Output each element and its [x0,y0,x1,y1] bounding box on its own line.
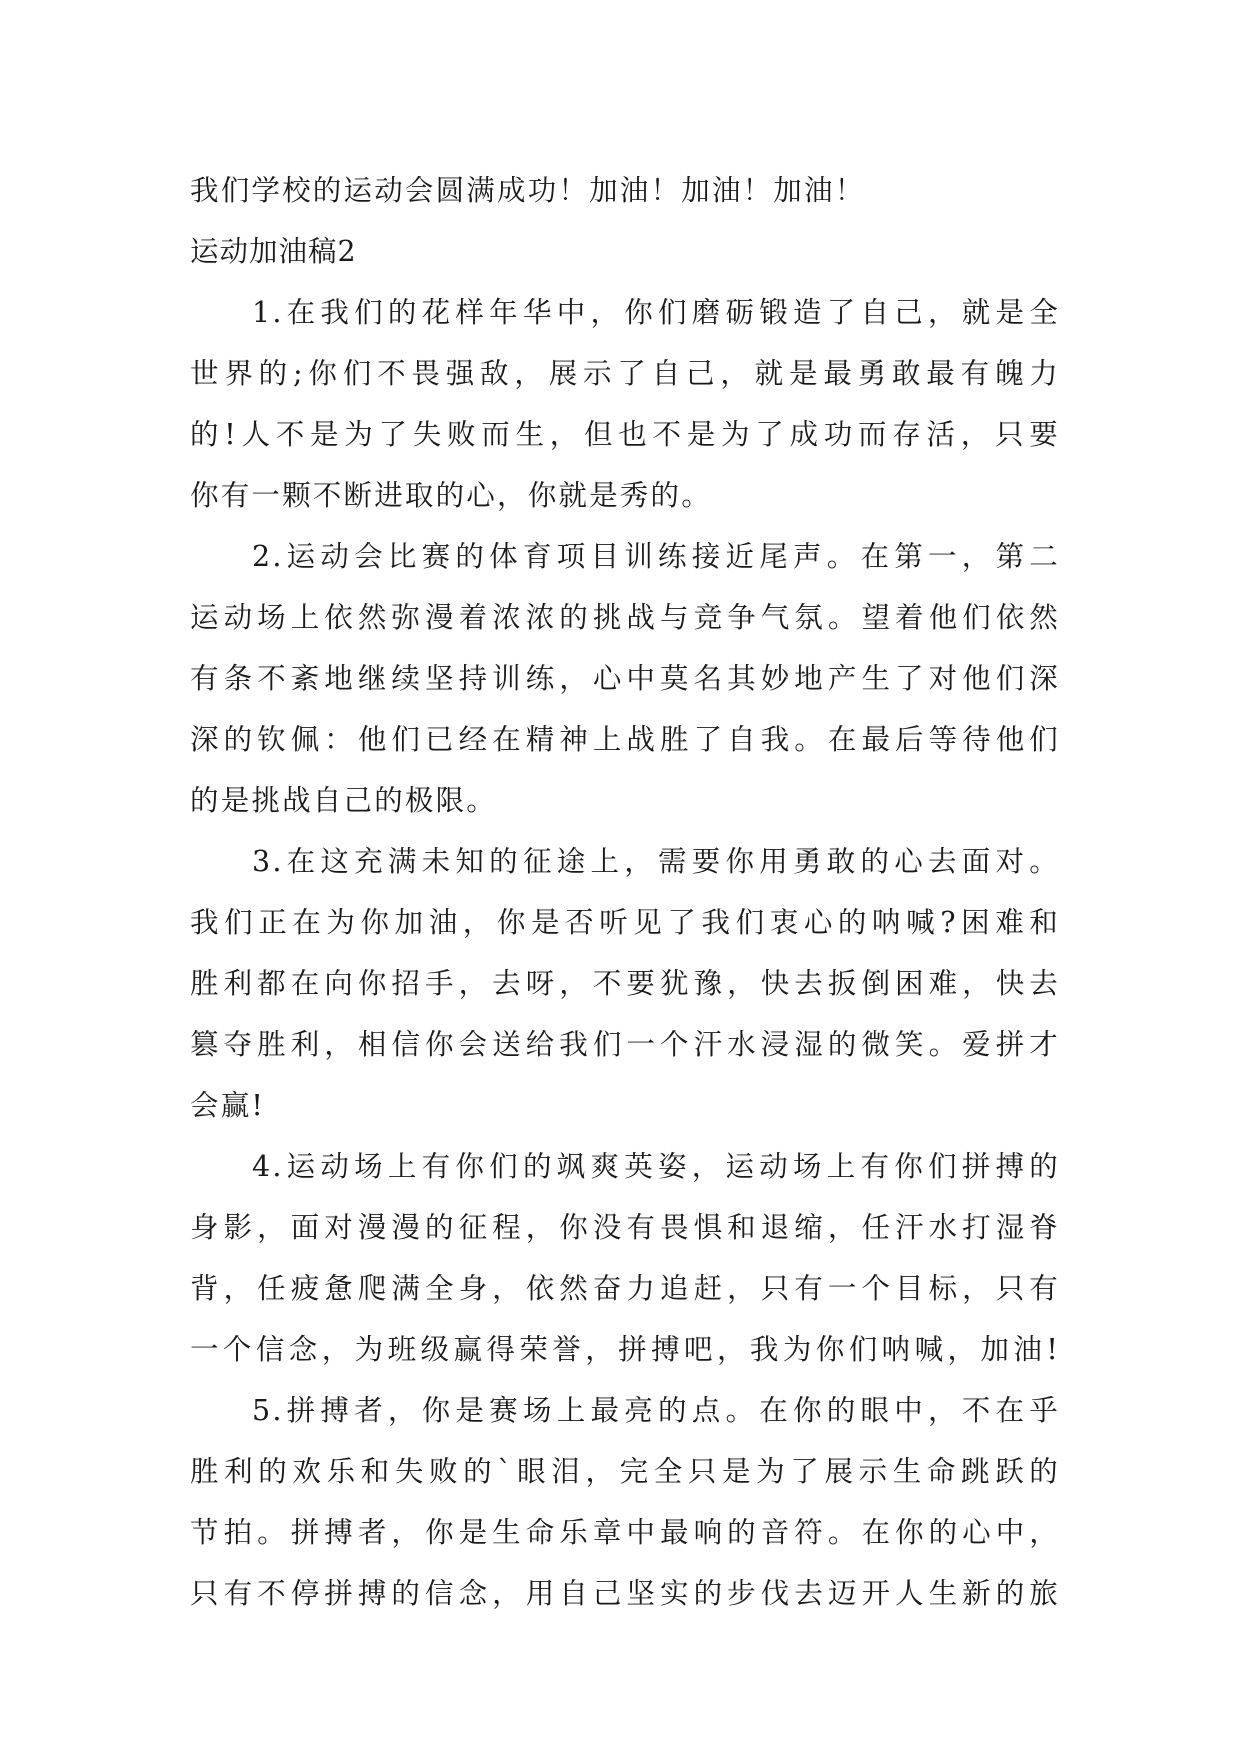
paragraph-2-line: 运动场上依然弥漫着浓浓的挑战与竞争气氛。望着他们依然 [190,601,1060,634]
paragraph-3-line: 会赢! [190,1089,266,1122]
document-body [190,160,1060,1624]
closing-line: 我们学校的运动会圆满成功！加油！加油！加油！ [190,174,866,207]
paragraph-1-line: 的!人不是为了失败而生，但也不是为了成功而存活，只要 [190,418,1060,451]
paragraph-2-line: 2.运动会比赛的体育项目训练接近尾声。在第一，第二 [252,540,1060,573]
paragraph-4-line: 一个信念，为班级赢得荣誉，拼搏吧，我为你们呐喊，加油! [190,1333,1060,1366]
paragraph-3-line: 3.在这充满未知的征途上，需要你用勇敢的心去面对。 [252,845,1060,878]
paragraph-1-line: 你有一颗不断进取的心，你就是秀的。 [190,479,712,512]
paragraph-2-line: 深的钦佩：他们已经在精神上战胜了自我。在最后等待他们 [190,723,1060,756]
paragraph-2-line: 的是挑战自己的极限。 [190,784,498,817]
paragraph-3-line: 我们正在为你加油，你是否听见了我们衷心的呐喊?困难和 [190,906,1060,939]
paragraph-1-line: 世界的;你们不畏强敌，展示了自己，就是最勇敢最有魄力 [190,357,1060,390]
paragraph-2-line: 有条不紊地继续坚持训练，心中莫名其妙地产生了对他们深 [190,662,1060,695]
paragraph-4-line: 背，任疲惫爬满全身，依然奋力追赶，只有一个目标，只有 [190,1272,1060,1305]
paragraph-4-line: 4.运动场上有你们的飒爽英姿，运动场上有你们拼搏的 [252,1150,1060,1183]
paragraph-3-line: 胜利都在向你招手，去呀，不要犹豫，快去扳倒困难，快去 [190,967,1060,1000]
paragraph-5-line: 5.拼搏者，你是赛场上最亮的点。在你的眼中，不在乎 [252,1394,1060,1427]
paragraph-4-line: 身影，面对漫漫的征程，你没有畏惧和退缩，任汗水打湿脊 [190,1211,1060,1244]
paragraph-5-line: 节拍。拼搏者，你是生命乐章中最响的音符。在你的心中， [190,1516,1060,1549]
paragraph-5-line: 只有不停拼搏的信念，用自己坚实的步伐去迈开人生新的旅 [190,1577,1060,1610]
section-title: 运动加油稿2 [190,235,357,268]
paragraph-3-line: 篡夺胜利，相信你会送给我们一个汗水浸湿的微笑。爱拼才 [190,1028,1060,1061]
paragraph-5-line: 胜利的欢乐和失败的`眼泪，完全只是为了展示生命跳跃的 [190,1455,1060,1488]
paragraph-1-line: 1.在我们的花样年华中，你们磨砺锻造了自己，就是全 [252,296,1060,329]
